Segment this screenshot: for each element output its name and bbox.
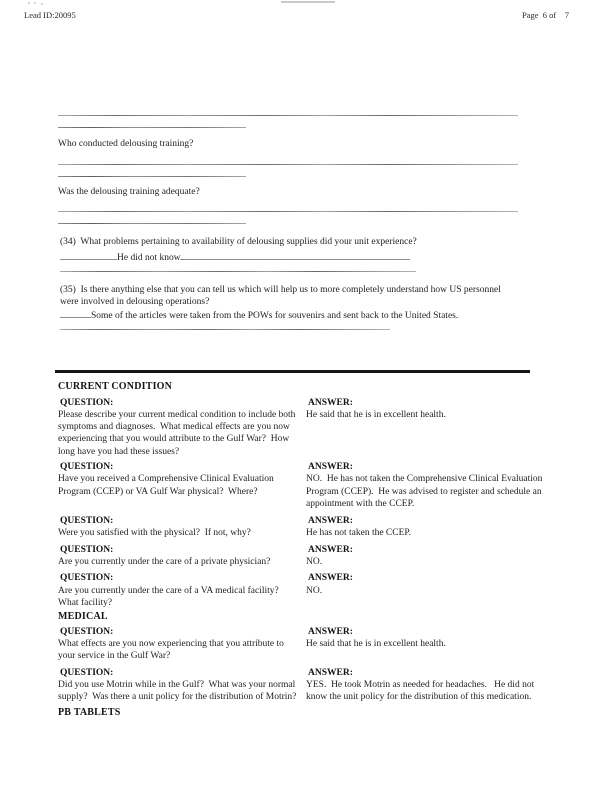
blank-answer-rule: [60, 271, 416, 272]
answer-column: [306, 572, 562, 609]
answer-column: [306, 626, 562, 663]
answer-label: ANSWER:: [308, 397, 353, 408]
question-column: [58, 461, 306, 510]
answer-text: NO.: [306, 557, 323, 568]
question-text: What effects are you now experiencing that you attribute to your service in the Gulf War?: [58, 639, 287, 662]
answer-column: [306, 461, 562, 510]
section-heading-medical: MEDICAL: [58, 611, 108, 623]
question-34-answer: He did not know.: [117, 253, 183, 263]
blank-answer-rule: [58, 164, 518, 165]
question-column: [58, 572, 306, 609]
question-label: QUESTION:: [60, 573, 114, 584]
question-text: Please describe your current medical condition to include both symptoms and diagnoses. What medical effects are you now experiencing that you would attribute to the Gulf War? How long have you had these issues?: [58, 409, 298, 457]
question-text: Were you satisfied with the physical? If not, why?: [58, 528, 251, 539]
page-number: Page 6 of 7: [522, 10, 569, 20]
blank-answer-rule: [58, 127, 246, 128]
blank-answer-rule: [58, 211, 518, 212]
blank-answer-rule: [58, 223, 246, 224]
answer-text: He said that he is in excellent health.: [306, 639, 446, 650]
question-label: QUESTION:: [60, 397, 114, 408]
question-label: QUESTION:: [60, 544, 114, 555]
answer-column: [306, 544, 562, 569]
answer-column: [306, 515, 562, 540]
question-text: Are you currently under the care of a private physician?: [58, 557, 271, 568]
section-divider: [55, 370, 530, 373]
answer-blank-segment: [60, 307, 91, 318]
question-label: QUESTION:: [60, 667, 114, 678]
answer-column: [306, 397, 562, 458]
question-34: (34) What problems pertaining to availability of delousing supplies did your unit experience?: [60, 237, 417, 247]
answer-blank-segment: [182, 249, 410, 260]
question-column: [58, 544, 306, 569]
qa-row-gulf-war-effects: [58, 626, 562, 663]
question-who-conducted-training: Who conducted delousing training?: [58, 139, 194, 149]
answer-text: YES. He took Motrin as needed for headaches. He did not know the unit policy for the distribution of this medication.: [306, 679, 537, 703]
answer-text: NO. He has not taken the Comprehensive Clinical Evaluation Program (CCEP). He was advised to register and schedule an appointment with the CCEP.: [306, 474, 545, 509]
blank-answer-rule: [58, 176, 246, 177]
qa-row-motrin: [58, 667, 562, 704]
question-35-answer-line: [60, 307, 458, 322]
question-training-adequate: Was the delousing training adequate?: [58, 187, 200, 197]
question-34-answer-line: [60, 249, 410, 264]
blank-answer-rule: [58, 115, 518, 116]
qa-section: [58, 381, 562, 719]
question-label: QUESTION:: [60, 461, 114, 472]
question-column: [58, 515, 306, 540]
question-column: [58, 626, 306, 663]
answer-label: ANSWER:: [308, 626, 353, 637]
answer-column: [306, 667, 562, 704]
qa-row-satisfied-physical: [58, 515, 562, 540]
question-label: QUESTION:: [60, 516, 114, 527]
question-35: (35) Is there anything else that you can tell us which will help us to more completely understand how US personnel were involved in delousing operations?: [60, 285, 504, 308]
qa-row-ccep-physical: [58, 461, 562, 510]
answer-blank-segment: [60, 249, 117, 260]
answer-text: NO.: [306, 585, 323, 596]
answer-label: ANSWER:: [308, 573, 353, 584]
answer-label: ANSWER:: [308, 461, 353, 472]
answer-label: ANSWER:: [308, 667, 353, 678]
answer-text: He said that he is in excellent health.: [306, 409, 446, 420]
lead-id: Lead ID:20095: [24, 10, 76, 20]
qa-row-va-facility: [58, 572, 562, 609]
answer-text: He has not taken the CCEP.: [306, 528, 412, 539]
blank-answer-rule: [60, 329, 390, 330]
answer-label: ANSWER:: [308, 544, 353, 555]
section-heading-current-condition: CURRENT CONDITION: [58, 381, 173, 392]
answer-label: ANSWER:: [308, 516, 353, 527]
question-text: Have you received a Comprehensive Clinical Evaluation Program (CCEP) or VA Gulf War physical? Where?: [58, 474, 277, 497]
qa-row-private-physician: [58, 544, 562, 569]
scan-artifact-dots: [28, 2, 30, 4]
scan-artifact-line: [281, 1, 335, 3]
section-heading-pb-tablets: PB TABLETS: [58, 706, 121, 718]
question-column: [58, 667, 306, 704]
qa-row-current-condition: [58, 397, 562, 458]
question-text: Did you use Motrin while in the Gulf? What was your normal supply? Was there a unit policy for the distribution of Motrin?: [58, 679, 298, 703]
question-35-answer: Some of the articles were taken from the POWs for souvenirs and sent back to the United States.: [91, 311, 459, 321]
question-text: Are you currently under the care of a VA medical facility? What facility?: [58, 585, 284, 608]
question-label: QUESTION:: [60, 626, 114, 637]
question-column: [58, 397, 306, 458]
